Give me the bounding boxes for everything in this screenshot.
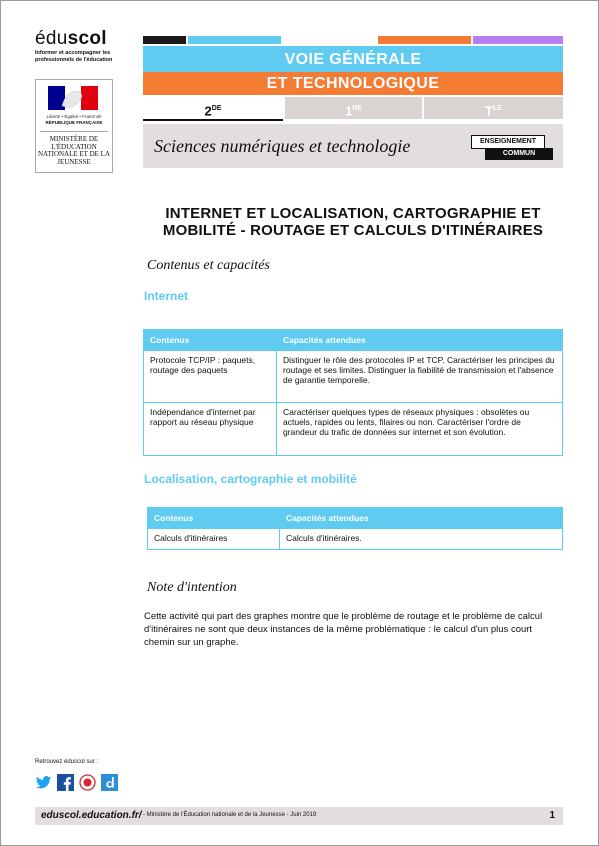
cell-content: Protocole TCP/IP : paquets, routage des paquets xyxy=(144,351,277,403)
column-header-capacites: Capacités attendues xyxy=(280,508,563,529)
facebook-icon[interactable] xyxy=(57,774,74,791)
section-heading-localisation: Localisation, cartographie et mobilité xyxy=(144,472,357,486)
table-header-row xyxy=(144,330,563,351)
cell-content: Calculs d'itinéraires xyxy=(148,529,280,550)
track-banner-line2: ET TECHNOLOGIQUE xyxy=(143,72,563,95)
page-title xyxy=(143,205,563,239)
subject-header xyxy=(143,124,563,168)
level-tab-underline xyxy=(143,119,283,121)
color-bar-black xyxy=(143,36,186,44)
dailymotion-icon[interactable] xyxy=(101,774,118,791)
cell-capacities: Distinguer le rôle des protocoles IP et TCP. Caractériser les principes du routage et ses limites. Distinguer la fiabilité de transmission et l'absence de garantie temporelle. xyxy=(277,351,563,403)
color-bar-orange xyxy=(378,36,471,44)
page-title-line1: INTERNET ET LOCALISATION, CARTOGRAPHIE ET xyxy=(165,205,541,222)
cell-capacities: Calculs d'itinéraires. xyxy=(280,529,563,550)
section-heading-internet: Internet xyxy=(144,289,189,303)
page-title-line2: MOBILITÉ - ROUTAGE ET CALCULS D'ITINÉRAIRES xyxy=(162,222,544,239)
note-text: Cette activité qui part des graphes montre que le problème de routage et le problème de calcul d'itinéraires ne sont que deux instances de la même problématique : le calcul d'un plus court chemin sur un graphe. xyxy=(144,611,543,648)
column-header-contenus: Contenus xyxy=(148,508,280,529)
table-header-row xyxy=(148,508,563,529)
ministry-name: MINISTÈRE DE L'ÉDUCATION NATIONALE ET DE LA JEUNESSE xyxy=(38,135,110,166)
cell-content: Indépendance d'internet par rapport au réseau physique xyxy=(144,403,277,456)
eduscol-tagline: Informer et accompagner les professionnels de l'éducation xyxy=(35,50,113,63)
footer-ministry: - Ministère de l'Éducation nationale et de la Jeunesse - Juin 2019 xyxy=(143,812,317,818)
track-banner-line1: VOIE GÉNÉRALE xyxy=(143,46,563,72)
level-tab-seconde[interactable]: 2DE xyxy=(143,97,283,119)
twitter-icon[interactable] xyxy=(35,774,52,791)
page-footer xyxy=(35,807,563,825)
table-localisation xyxy=(147,507,563,550)
republic-name: RÉPUBLIQUE FRANÇAISE xyxy=(45,120,103,125)
table-row xyxy=(148,529,563,550)
badge-commun: COMMUN xyxy=(485,148,553,160)
table-row xyxy=(144,403,563,456)
canal-educ-icon[interactable] xyxy=(79,774,96,791)
color-bar-purple xyxy=(473,36,563,44)
ministry-logo xyxy=(35,79,113,173)
contents-heading: Contenus et capacités xyxy=(147,258,270,273)
table-row xyxy=(144,351,563,403)
column-header-capacites: Capacités attendues xyxy=(277,330,563,351)
cell-capacities: Caractériser quelques types de réseaux physiques : obsolètes ou actuels, rapides ou lents, filaires ou non. Caractériser l'ordre de grandeur du trafic de données sur internet et son évolution. xyxy=(277,403,563,456)
marianne-icon xyxy=(48,86,98,110)
color-bar-blue xyxy=(188,36,281,44)
subject-title: Sciences numériques et technologie xyxy=(154,136,411,156)
follow-label: Retrouvez éduscol sur : xyxy=(35,759,99,765)
level-tab-premiere[interactable]: 1RE xyxy=(285,97,422,119)
badge-enseignement: ENSEIGNEMENT xyxy=(471,135,545,149)
table-internet xyxy=(143,329,563,456)
column-header-contenus: Contenus xyxy=(144,330,277,351)
republic-motto: Liberté • Égalité • Fraternité xyxy=(46,114,102,119)
page-number: 1 xyxy=(549,810,555,821)
ministry-divider xyxy=(40,131,108,132)
note-heading: Note d'intention xyxy=(147,580,237,595)
footer-site-link[interactable]: eduscol.education.fr/ xyxy=(41,810,142,821)
level-tab-terminale[interactable]: $T^{LE}$ xyxy=(424,97,563,119)
eduscol-logo[interactable]: éduscol xyxy=(35,28,107,49)
